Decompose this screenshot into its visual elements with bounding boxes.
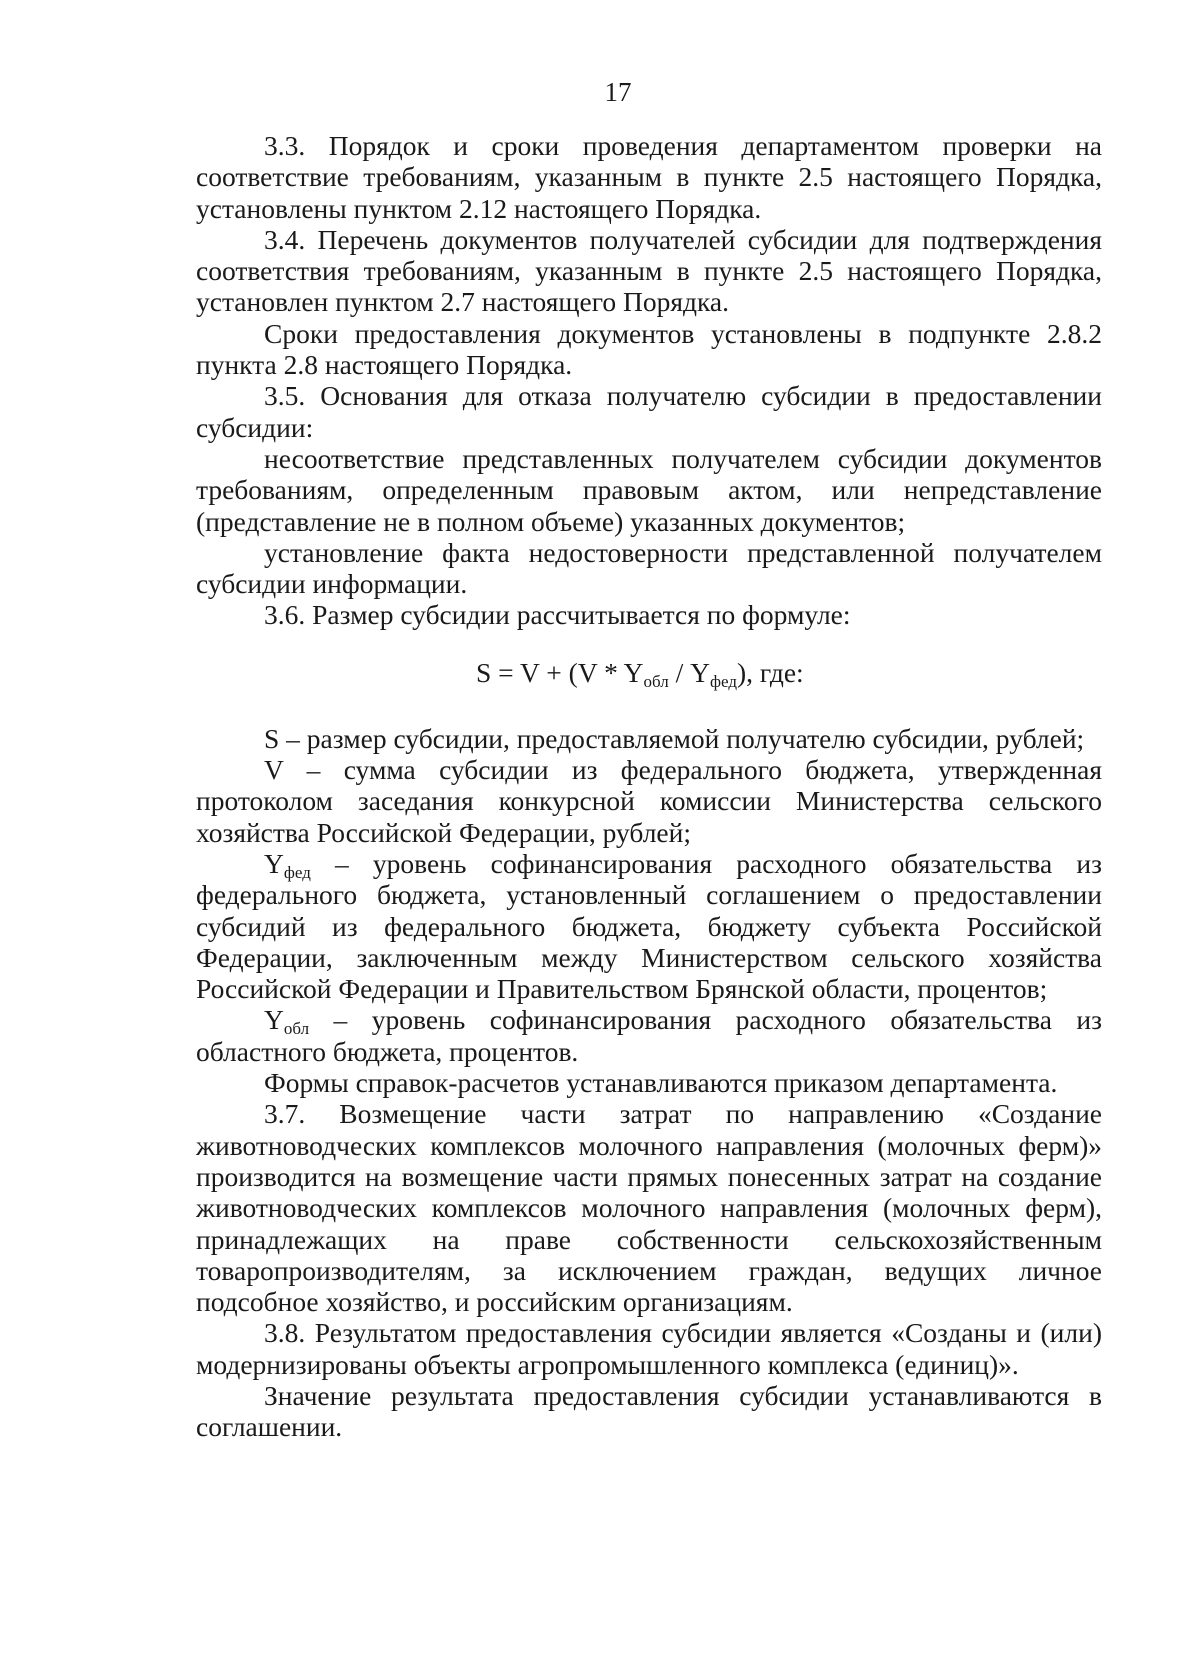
formula-sub-obl: обл <box>643 671 669 691</box>
definition-v: V – сумма субсидии из федерального бюджета, утвержденная протоколом заседания конкурсной комиссии Министерства сельского хозяйства Российской Федерации, рублей; <box>196 754 1102 848</box>
document-body <box>196 130 1102 1443</box>
symbol-sub-obl: обл <box>283 1019 310 1039</box>
symbol-sub-fed: фед <box>283 862 311 882</box>
paragraph-3-4-deadlines: Сроки предоставления документов установлены в подпункте 2.8.2 пункта 2.8 настоящего Порядка. <box>196 317 1102 381</box>
paragraph-3-5: 3.5. Основания для отказа получателю субсидии в предоставлении субсидии: <box>196 380 1102 443</box>
definition-y-fed <box>196 848 1102 1004</box>
formula-part-3: ), где: <box>737 656 804 688</box>
paragraph-3-7: 3.7. Возмещение части затрат по направлению «Создание животноводческих комплексов молочного направления (молочных ферм)» производится на возмещение части прямых понесенных затрат на создание животноводческих комплексов молочного направления (молочных ферм), принадлежащих на праве собственности сельскохозяйственным товаропроизводителям, за исключением граждан, ведущих личное подсобное хозяйство, и российским организациям. <box>196 1098 1102 1318</box>
symbol-y: Y <box>264 1004 284 1036</box>
formula-part-1: S = V + (V * Y <box>476 656 644 688</box>
paragraph-3-6: 3.6. Размер субсидии рассчитывается по формуле: <box>264 599 851 631</box>
symbol-y: Y <box>264 847 284 879</box>
subsidy-formula <box>196 657 1102 689</box>
paragraph-3-4: 3.4. Перечень документов получателей субсидии для подтверждения соответствия требованиям, указанным в пункте 2.5 настоящего Порядка, установлен пунктом 2.7 настоящего Порядка. <box>196 223 1102 318</box>
definition-y-obl-text: – уровень софинансирования расходного обязательства из областного бюджета, процентов. <box>196 1004 1102 1067</box>
formula-sub-fed: фед <box>710 671 738 691</box>
paragraph-result-value: Значение результата предоставления субсидии устанавливаются в соглашении. <box>196 1379 1102 1443</box>
paragraph-3-5-reason-1: несоответствие представленных получателем субсидии документов требованиям, определенным правовым актом, или непредставление (представление не в полном объеме) указанных документов; <box>196 442 1102 537</box>
paragraph-3-3: 3.3. Порядок и сроки проведения департаментом проверки на соответствие требованиям, указанным в пункте 2.5 настоящего Порядка, установлены пунктом 2.12 настоящего Порядка. <box>196 130 1102 224</box>
definition-y-fed-text: – уровень софинансирования расходного обязательства из федерального бюджета, установленный соглашением о предоставлении субсидий из федерального бюджета, бюджету субъекта Российской Федерации, заключенным между Министерством сельского хозяйства Российской Федерации и Правительством Брянской области, процентов; <box>196 847 1102 1005</box>
page-number: 17 <box>604 77 632 107</box>
paragraph-3-5-reason-2: установление факта недостоверности представленной получателем субсидии информации. <box>196 536 1102 600</box>
paragraph-forms: Формы справок-расчетов устанавливаются приказом департамента. <box>264 1067 1058 1099</box>
paragraph-3-8: 3.8. Результатом предоставления субсидии является «Созданы и (или) модернизированы объекты агропромышленного комплекса (единиц)». <box>196 1317 1102 1380</box>
formula-part-2: / Y <box>668 656 711 688</box>
definition-y-obl <box>196 1004 1102 1067</box>
definition-s: S – размер субсидии, предоставляемой получателю субсидии, рублей; <box>264 722 1085 754</box>
